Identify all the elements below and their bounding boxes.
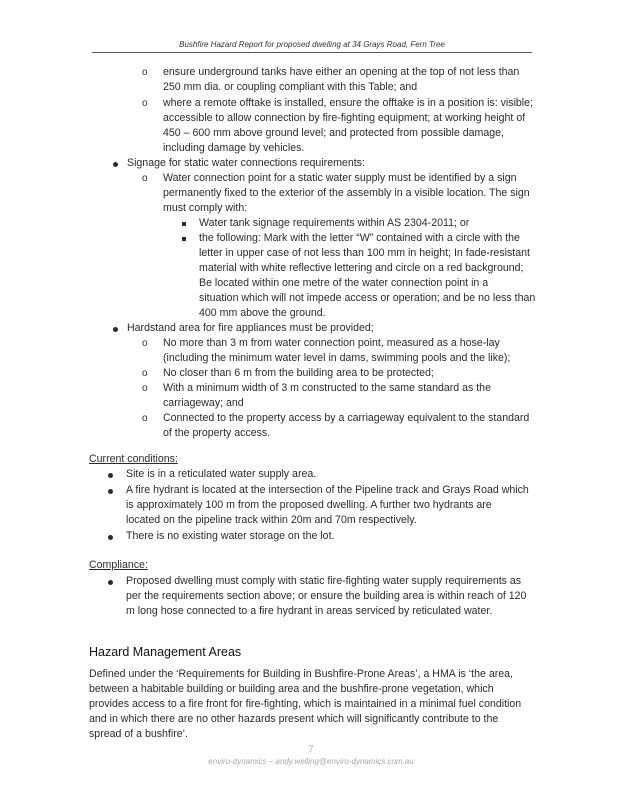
sub-bullet-marker: o <box>142 98 148 109</box>
page-number: 7 <box>308 744 314 754</box>
page-header: Bushfire Hazard Report for proposed dwelling at 34 Grays Road, Fern Tree <box>92 40 532 53</box>
bullet-marker <box>108 580 113 585</box>
text-line: No more than 3 m from water connection point, measured as a hose-lay <box>163 337 500 349</box>
text-line: m long hose connected to a fire hydrant in areas serviced by reticulated water. <box>126 605 493 617</box>
text-line: Be located within one metre of the water connection point in a <box>199 277 489 289</box>
text-line: letter in upper case of not less than 100 mm in height; In fade-resistant <box>199 247 530 259</box>
text-line: A fire hydrant is located at the intersection of the Pipeline track and Grays Road which <box>126 484 529 496</box>
bullet-marker <box>108 489 113 494</box>
text-line: Signage for static water connections requirements: <box>127 157 365 169</box>
text-line: 250 mm dia. or coupling compliant with this Table; and <box>163 81 418 93</box>
text-line: There is no existing water storage on the lot. <box>126 530 335 542</box>
text-line: located on the pipeline track within 20m and 70m respectively. <box>126 514 417 526</box>
section-label-compliance: Compliance: <box>89 559 148 571</box>
footer-contact: enviro-dynamics – andy.welling@enviro-dynamics.com.au <box>208 757 414 766</box>
section-heading-hazard-management-areas: Hazard Management Areas <box>89 645 242 659</box>
text-line: No closer than 6 m from the building area to be protected; <box>163 367 434 379</box>
text-line: 450 – 600 mm above ground level; and protected from possible damage, <box>163 127 504 139</box>
text-line: Connected to the property access by a carriageway equivalent to the standard <box>163 412 530 424</box>
sub-bullet-marker: o <box>142 67 148 78</box>
text-line: per the requirements section above; or ensure the building area is within reach of 120 <box>126 590 527 602</box>
text-line: spread of a bushfire’. <box>89 728 188 740</box>
text-line: Water connection point for a static water supply must be identified by a sign <box>163 172 517 184</box>
text-line: material with white reflective lettering and circle on a red background; <box>199 262 524 274</box>
section-label-current-conditions: Current conditions: <box>89 453 178 465</box>
text-line: Site is in a reticulated water supply area. <box>126 468 317 480</box>
text-line: With a minimum width of 3 m constructed to the same standard as the <box>163 382 491 394</box>
text-line: is approximately 100 m from the proposed dwelling. A further two hydrants are <box>126 499 492 511</box>
text-line: including damage by vehicles. <box>163 142 305 154</box>
text-line: accessible to allow connection by fire-fighting equipment; at working height of <box>163 112 526 124</box>
text-line: provides access to a fire front for fire-fighting, which is maintained in a minimal fuel condition <box>89 698 522 710</box>
bullet-marker <box>108 473 113 478</box>
square-bullet-marker <box>182 222 186 226</box>
text-line: (including the minimum water level in dams, swimming pools and the like); <box>163 352 511 364</box>
sub-bullet-marker: o <box>142 173 148 184</box>
text-line: carriageway; and <box>163 397 244 409</box>
text-line: Water tank signage requirements within AS 2304-2011; or <box>199 217 470 229</box>
text-line: Defined under the ‘Requirements for Building in Bushfire-Prone Areas’, a HMA is ‘the area, <box>89 668 513 680</box>
sub-bullet-marker: o <box>142 413 148 424</box>
text-line: Proposed dwelling must comply with static fire-fighting water supply requirements as <box>126 575 522 587</box>
text-line: situation which will not impede access or operation; and be no less than <box>199 292 536 304</box>
text-line: and in which there are no other hazards present which will significantly contribute to the <box>89 713 499 725</box>
text-line: of the property access. <box>163 427 271 439</box>
text-line: must comply with: <box>163 202 248 214</box>
text-line: ensure underground tanks have either an opening at the top of not less than <box>163 66 520 78</box>
bullet-marker <box>113 327 118 332</box>
text-line: between a habitable building or building area and the bushfire-prone vegetation, which <box>89 683 494 695</box>
bullet-marker <box>108 535 113 540</box>
text-line: 400 mm above the ground. <box>199 307 326 319</box>
text-line: permanently fixed to the exterior of the assembly in a visible location. The sign <box>163 187 530 199</box>
text-line: where a remote offtake is installed, ensure the offtake is in a position is: visible; <box>163 97 533 109</box>
square-bullet-marker <box>182 237 186 241</box>
sub-bullet-marker: o <box>142 338 148 349</box>
bullet-marker <box>113 162 118 167</box>
text-line: the following: Mark with the letter “W” contained with a circle with the <box>199 232 520 244</box>
sub-bullet-marker: o <box>142 383 148 394</box>
sub-bullet-marker: o <box>142 368 148 379</box>
text-line: Hardstand area for fire appliances must be provided; <box>127 322 374 334</box>
